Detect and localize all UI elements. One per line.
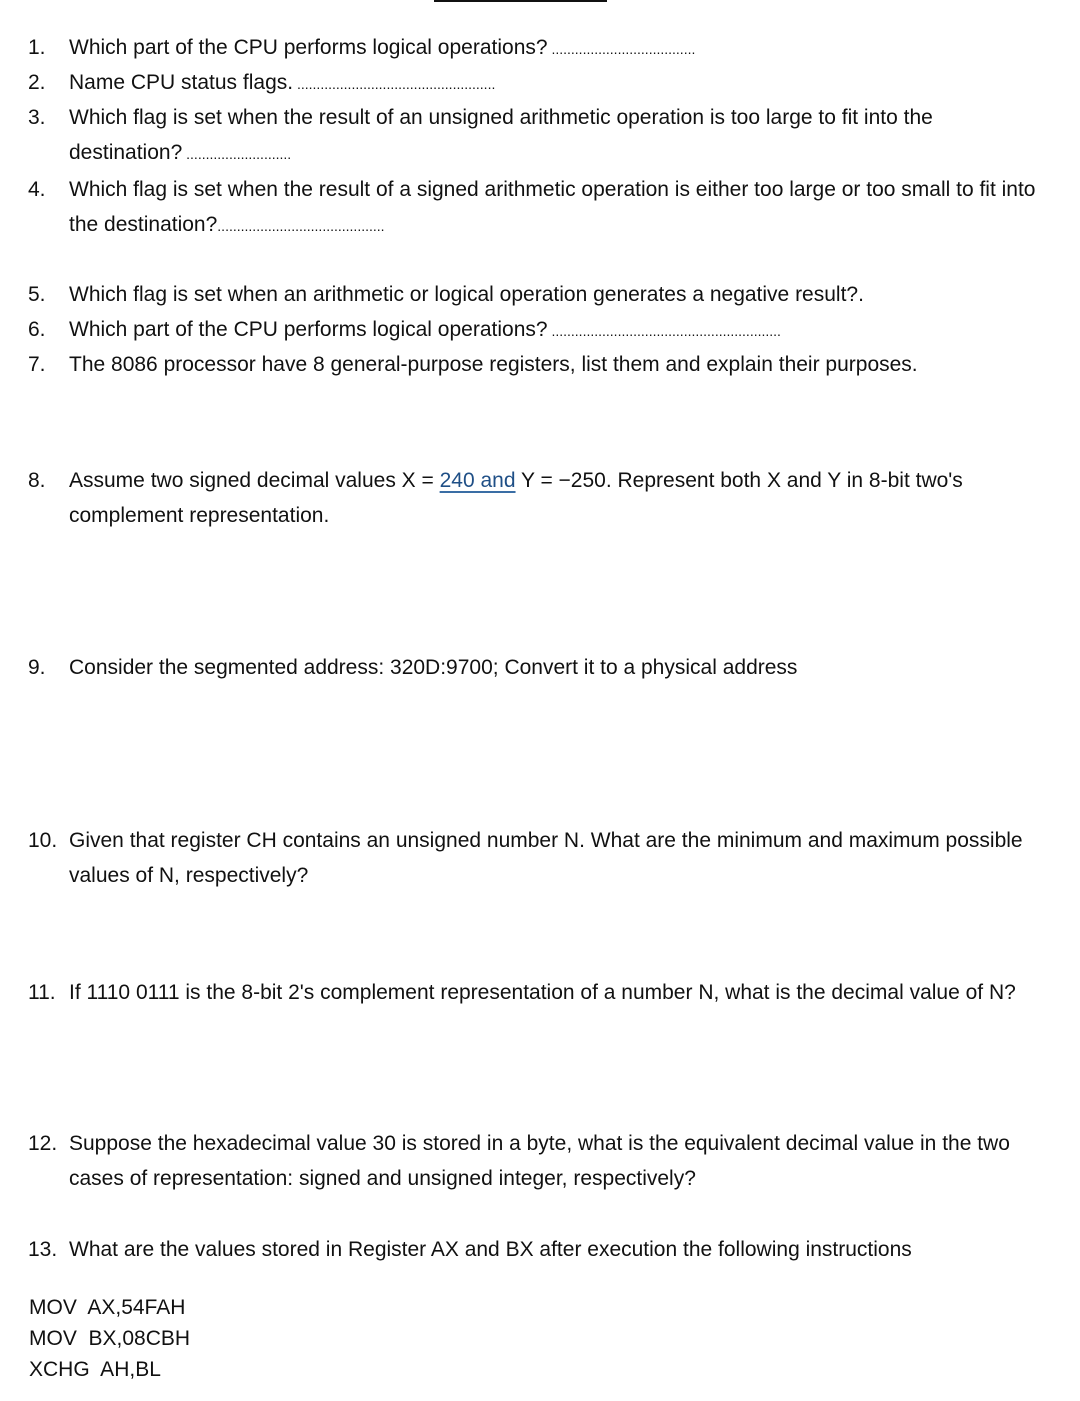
top-rule: [434, 0, 607, 2]
question-text: Which flag is set when the result of a signed arithmetic operation is either too large or too small to fit into the destination?: [69, 178, 1036, 236]
answer-dots: ...................................................: [293, 76, 496, 92]
answer-dots: ...........................................................: [547, 323, 781, 339]
question-number: 7.: [28, 353, 46, 376]
question-10: [28, 823, 1050, 893]
question-number: 1.: [28, 36, 46, 59]
question-number: 5.: [28, 283, 46, 306]
question-7: [28, 347, 1050, 382]
question-4: [28, 172, 1050, 244]
question-5: [28, 277, 1050, 312]
answer-dots: ...........................: [182, 146, 292, 162]
question-text: Which part of the CPU performs logical operations?: [69, 36, 548, 59]
underlined-value: 240 and: [439, 469, 516, 492]
question-number: 4.: [28, 178, 46, 201]
question-text: If 1110 0111 is the 8-bit 2's complement representation of a number N, what is the decimal value of N?: [69, 981, 1016, 1004]
question-text: What are the values stored in Register AX and BX after execution the following instructions: [69, 1238, 912, 1261]
question-text: Given that register CH contains an unsigned number N. What are the minimum and maximum possible values of N, respectively?: [69, 829, 1023, 887]
answer-dots: ...........................................: [217, 218, 385, 234]
question-9: [28, 650, 1050, 685]
question-text: Which flag is set when the result of an unsigned arithmetic operation is too large to fit into the destination?: [69, 106, 933, 164]
question-1: [28, 30, 1050, 67]
question-number: 8.: [28, 469, 46, 492]
question-number: 13.: [28, 1238, 58, 1261]
question-13: [28, 1232, 1050, 1267]
question-text-part: Y = −250. Represent both X and Y in 8-bit two's complement representation.: [69, 469, 963, 527]
code-line: MOV AX,54FAH: [29, 1296, 186, 1319]
question-text: Which flag is set when an arithmetic or logical operation generates a negative result?.: [69, 283, 864, 306]
question-text: Consider the segmented address: 320D:9700; Convert it to a physical address: [69, 656, 798, 679]
answer-dots: .....................................: [547, 41, 696, 57]
assembly-code-block: [29, 1292, 190, 1385]
question-11: [28, 975, 1050, 1010]
code-line: MOV BX,08CBH: [29, 1327, 191, 1350]
code-line: XCHG AH,BL: [29, 1358, 161, 1381]
question-12: [28, 1126, 1050, 1196]
question-number: 9.: [28, 656, 46, 679]
question-number: 11.: [28, 981, 56, 1004]
question-8: [28, 463, 1050, 533]
question-text: Name CPU status flags.: [69, 71, 294, 94]
question-number: 2.: [28, 71, 46, 94]
question-text: The 8086 processor have 8 general-purpose registers, list them and explain their purposes.: [69, 353, 918, 376]
question-number: 12.: [28, 1132, 58, 1155]
question-number: 3.: [28, 106, 46, 129]
question-number: 10.: [28, 829, 58, 852]
question-6: [28, 312, 1050, 349]
question-3: [28, 100, 1050, 172]
question-text: Suppose the hexadecimal value 30 is stored in a byte, what is the equivalent decimal value in the two cases of representation: signed and unsigned integer, respectively?: [69, 1132, 1010, 1190]
question-text: Which part of the CPU performs logical operations?: [69, 318, 548, 341]
question-number: 6.: [28, 318, 46, 341]
question-2: [28, 65, 1050, 102]
question-text-part: Assume two signed decimal values X =: [69, 469, 440, 492]
